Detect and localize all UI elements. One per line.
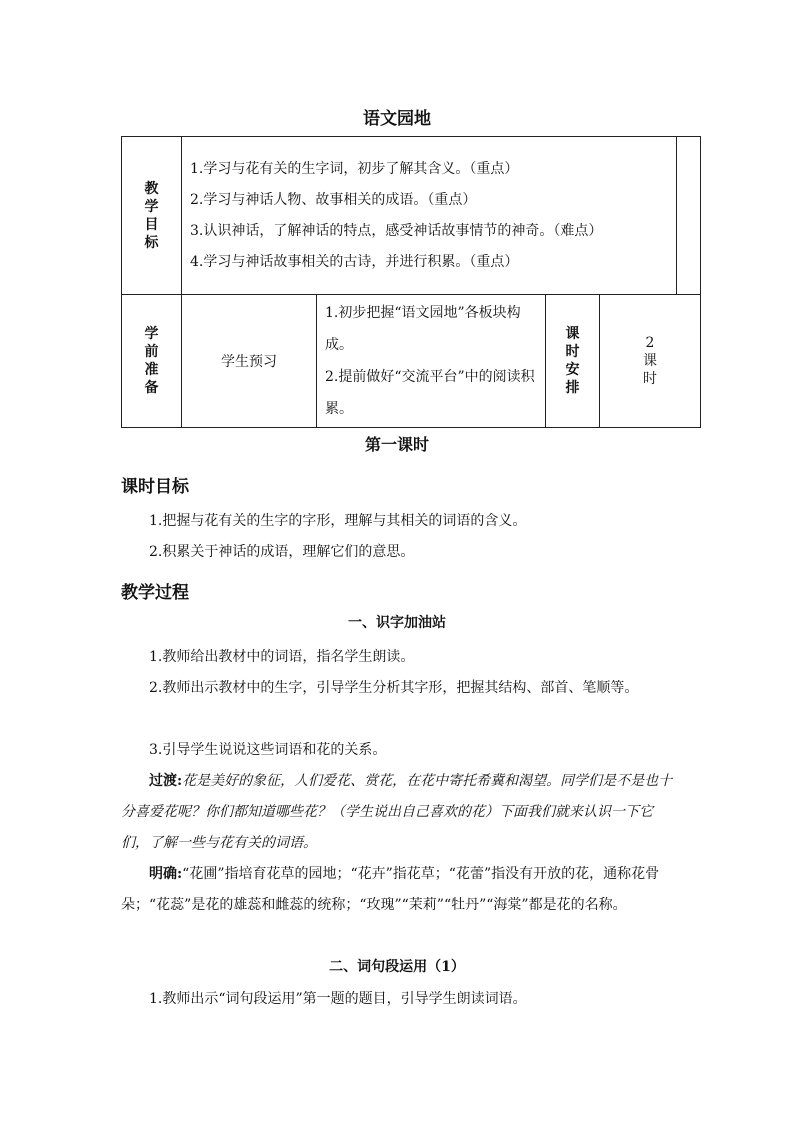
objectives-heading: 课时目标 bbox=[121, 477, 189, 497]
lesson-plan-table bbox=[121, 136, 701, 428]
clarify-text: “花圃”指培育花草的园地；“花卉”指花草；“花蕾”指没有开放的花，通称花骨朵；“花蕊”是花的雄蕊和雌蕊的统称；“玫瑰”“茉莉”“牡丹”“海棠”都是花的名称。 bbox=[121, 866, 660, 913]
process-step: 3.引导学生说说这些词语和花的关系。 bbox=[149, 742, 387, 758]
process-step: 1.教师出示“词句段运用”第一题的题目，引导学生朗读词语。 bbox=[149, 991, 527, 1007]
lesson-title: 第一课时 bbox=[364, 435, 429, 454]
goals-label-char: 教 bbox=[144, 180, 159, 197]
goals-row bbox=[122, 137, 701, 295]
schedule-label-char: 排 bbox=[565, 380, 580, 396]
objective-item: 1.把握与花有关的生字的字形，理解与其相关的词语的含义。 bbox=[149, 513, 527, 529]
transition-label: 过渡: bbox=[149, 773, 183, 789]
schedule-value-char: 时 bbox=[643, 371, 657, 387]
clarify-paragraph bbox=[121, 859, 676, 921]
goals-label-cell bbox=[122, 137, 182, 295]
objective-item: 2.积累关于神话的成语，理解它们的意思。 bbox=[149, 544, 415, 560]
schedule-label-cell bbox=[546, 295, 600, 428]
section2-heading: 二、词句段运用（1） bbox=[329, 959, 465, 975]
section1-heading: 一、识字加油站 bbox=[348, 615, 446, 631]
page-title: 语文园地 bbox=[363, 109, 431, 129]
goal-item: 2.学习与神话人物、故事相关的成语。（重点） bbox=[190, 191, 477, 208]
schedule-label-char: 时 bbox=[565, 344, 580, 360]
schedule-value-char: 课 bbox=[643, 353, 657, 369]
schedule-label-char: 安 bbox=[565, 362, 580, 378]
prep-label-char: 备 bbox=[144, 380, 159, 396]
schedule-label-char: 课 bbox=[565, 326, 580, 342]
empty-cell bbox=[677, 137, 701, 295]
prep-label-char: 学 bbox=[144, 326, 159, 342]
prep-label-char: 准 bbox=[144, 362, 159, 378]
process-step: 1.教师给出教材中的词语，指名学生朗读。 bbox=[149, 649, 415, 665]
prep-label-cell bbox=[122, 295, 182, 428]
process-step: 2.教师出示教材中的生字，引导学生分析其字形，把握其结构、部首、笔顺等。 bbox=[149, 680, 639, 696]
schedule-value-cell bbox=[600, 295, 701, 428]
goals-label-char: 目 bbox=[144, 216, 159, 233]
transition-paragraph bbox=[121, 766, 676, 859]
goals-cell bbox=[182, 137, 677, 295]
goal-item: 3.认识神话，了解神话的特点，感受神话故事情节的神奇。（难点） bbox=[190, 222, 603, 239]
goals-label-char: 标 bbox=[144, 234, 159, 251]
goal-item: 1.学习与花有关的生字词，初步了解其含义。（重点） bbox=[190, 160, 519, 177]
prep-item: 2.提前做好“交流平台”中的阅读积累。 bbox=[325, 369, 535, 417]
prep-items-cell bbox=[317, 295, 546, 428]
goal-item: 4.学习与神话故事相关的古诗，并进行积累。（重点） bbox=[190, 253, 519, 270]
goals-label-char: 学 bbox=[144, 198, 159, 215]
prep-item: 1.初步把握“语文园地”各板块构成。 bbox=[325, 305, 521, 353]
prep-type-cell: 学生预习 bbox=[182, 295, 317, 428]
prep-row bbox=[122, 295, 701, 428]
transition-text: 花是美好的象征，人们爱花、赏花，在花中寄托希冀和渴望。同学们是不是也十分喜爱花呢？你们都知道哪些花？（学生说出自己喜欢的花）下面我们就来认识一下它们，了解一些与花有关的词语。 bbox=[121, 773, 673, 851]
schedule-value-char: 2 bbox=[645, 335, 655, 351]
clarify-label: 明确: bbox=[149, 866, 183, 882]
process-heading: 教学过程 bbox=[121, 583, 189, 603]
prep-label-char: 前 bbox=[144, 344, 159, 360]
